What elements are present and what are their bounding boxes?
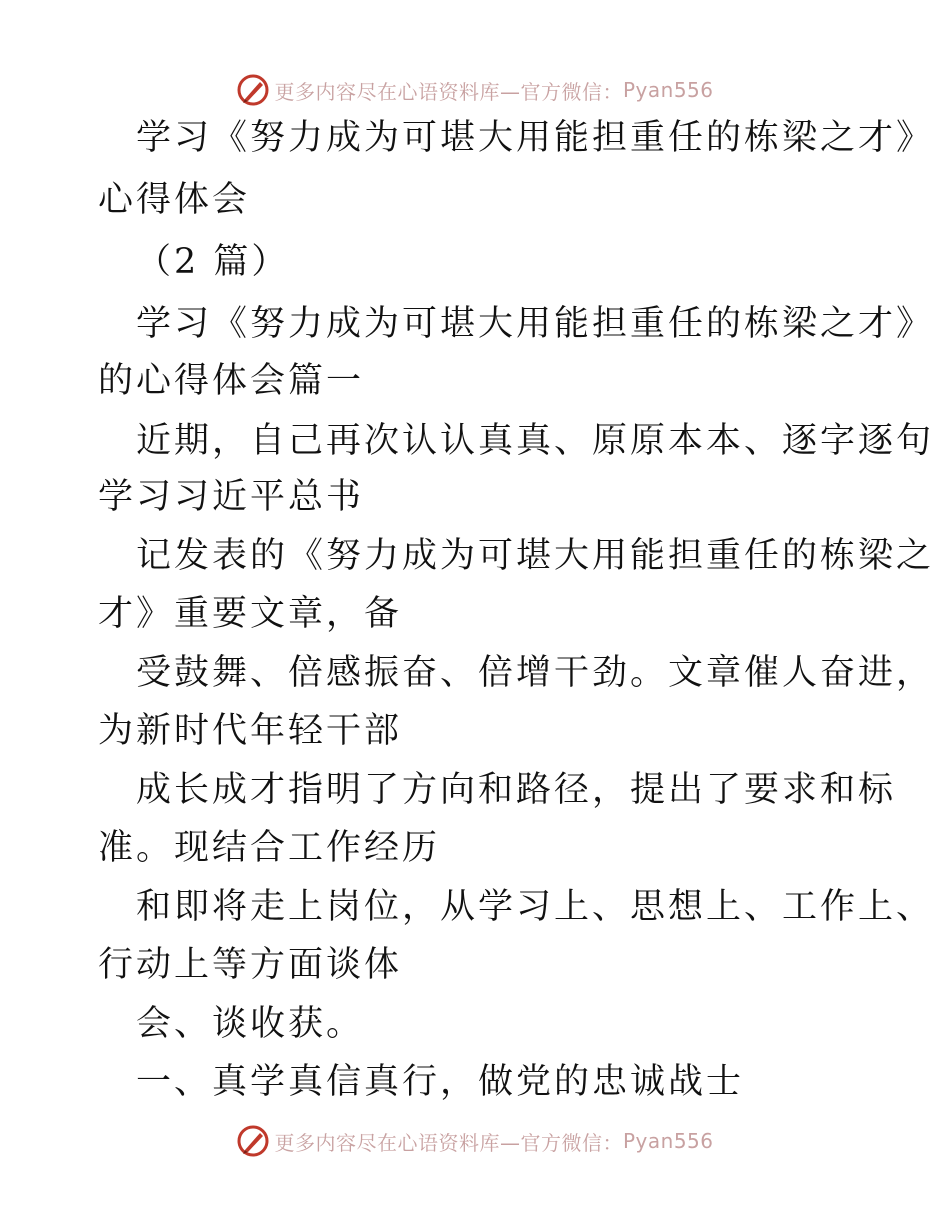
paragraph-line: 成长成才指明了方向和路径，提出了要求和标 [136,770,897,810]
paragraph-line: 准。现结合工作经历 [98,828,441,868]
paragraph-line: 为新时代年轻干部 [98,711,403,751]
paragraph-line: 才》重要文章，备 [98,594,403,634]
paragraph-line: 受鼓舞、倍感振奋、倍增干劲。文章催人奋进， [136,653,935,693]
pen-logo-icon [236,73,270,107]
section-title-line-2: 的心得体会篇一 [98,361,365,401]
paragraph-line: 和即将走上岗位，从学习上、思想上、工作上、 [136,887,935,927]
footer-watermark-banner [0,1121,950,1161]
subtitle-count: （2 篇） [136,242,290,282]
paragraph-line: 学习习近平总书 [98,477,365,517]
paragraph-line: 会、谈收获。 [136,1004,365,1044]
banner-text: 更多内容尽在心语资料库—官方微信： [274,79,623,104]
banner-account: Pyan556 [622,78,714,102]
title-line-1: 学习《努力成为可堪大用能担重任的栋梁之才》 [136,118,935,158]
pen-logo-icon [236,1124,270,1158]
paragraph-line: 近期，自己再次认认真真、原原本本、逐字逐句 [136,421,935,461]
paragraph-line: 行动上等方面谈体 [98,945,403,985]
section-title-line-1: 学习《努力成为可堪大用能担重任的栋梁之才》 [136,304,935,344]
paragraph-line: 记发表的《努力成为可堪大用能担重任的栋梁之 [136,536,935,576]
heading-line: 一、真学真信真行，做党的忠诚战士 [136,1062,745,1102]
banner-text: 更多内容尽在心语资料库—官方微信： [274,1130,623,1155]
header-watermark-banner [0,70,950,110]
title-line-2: 心得体会 [98,180,251,220]
banner-account: Pyan556 [622,1129,714,1153]
